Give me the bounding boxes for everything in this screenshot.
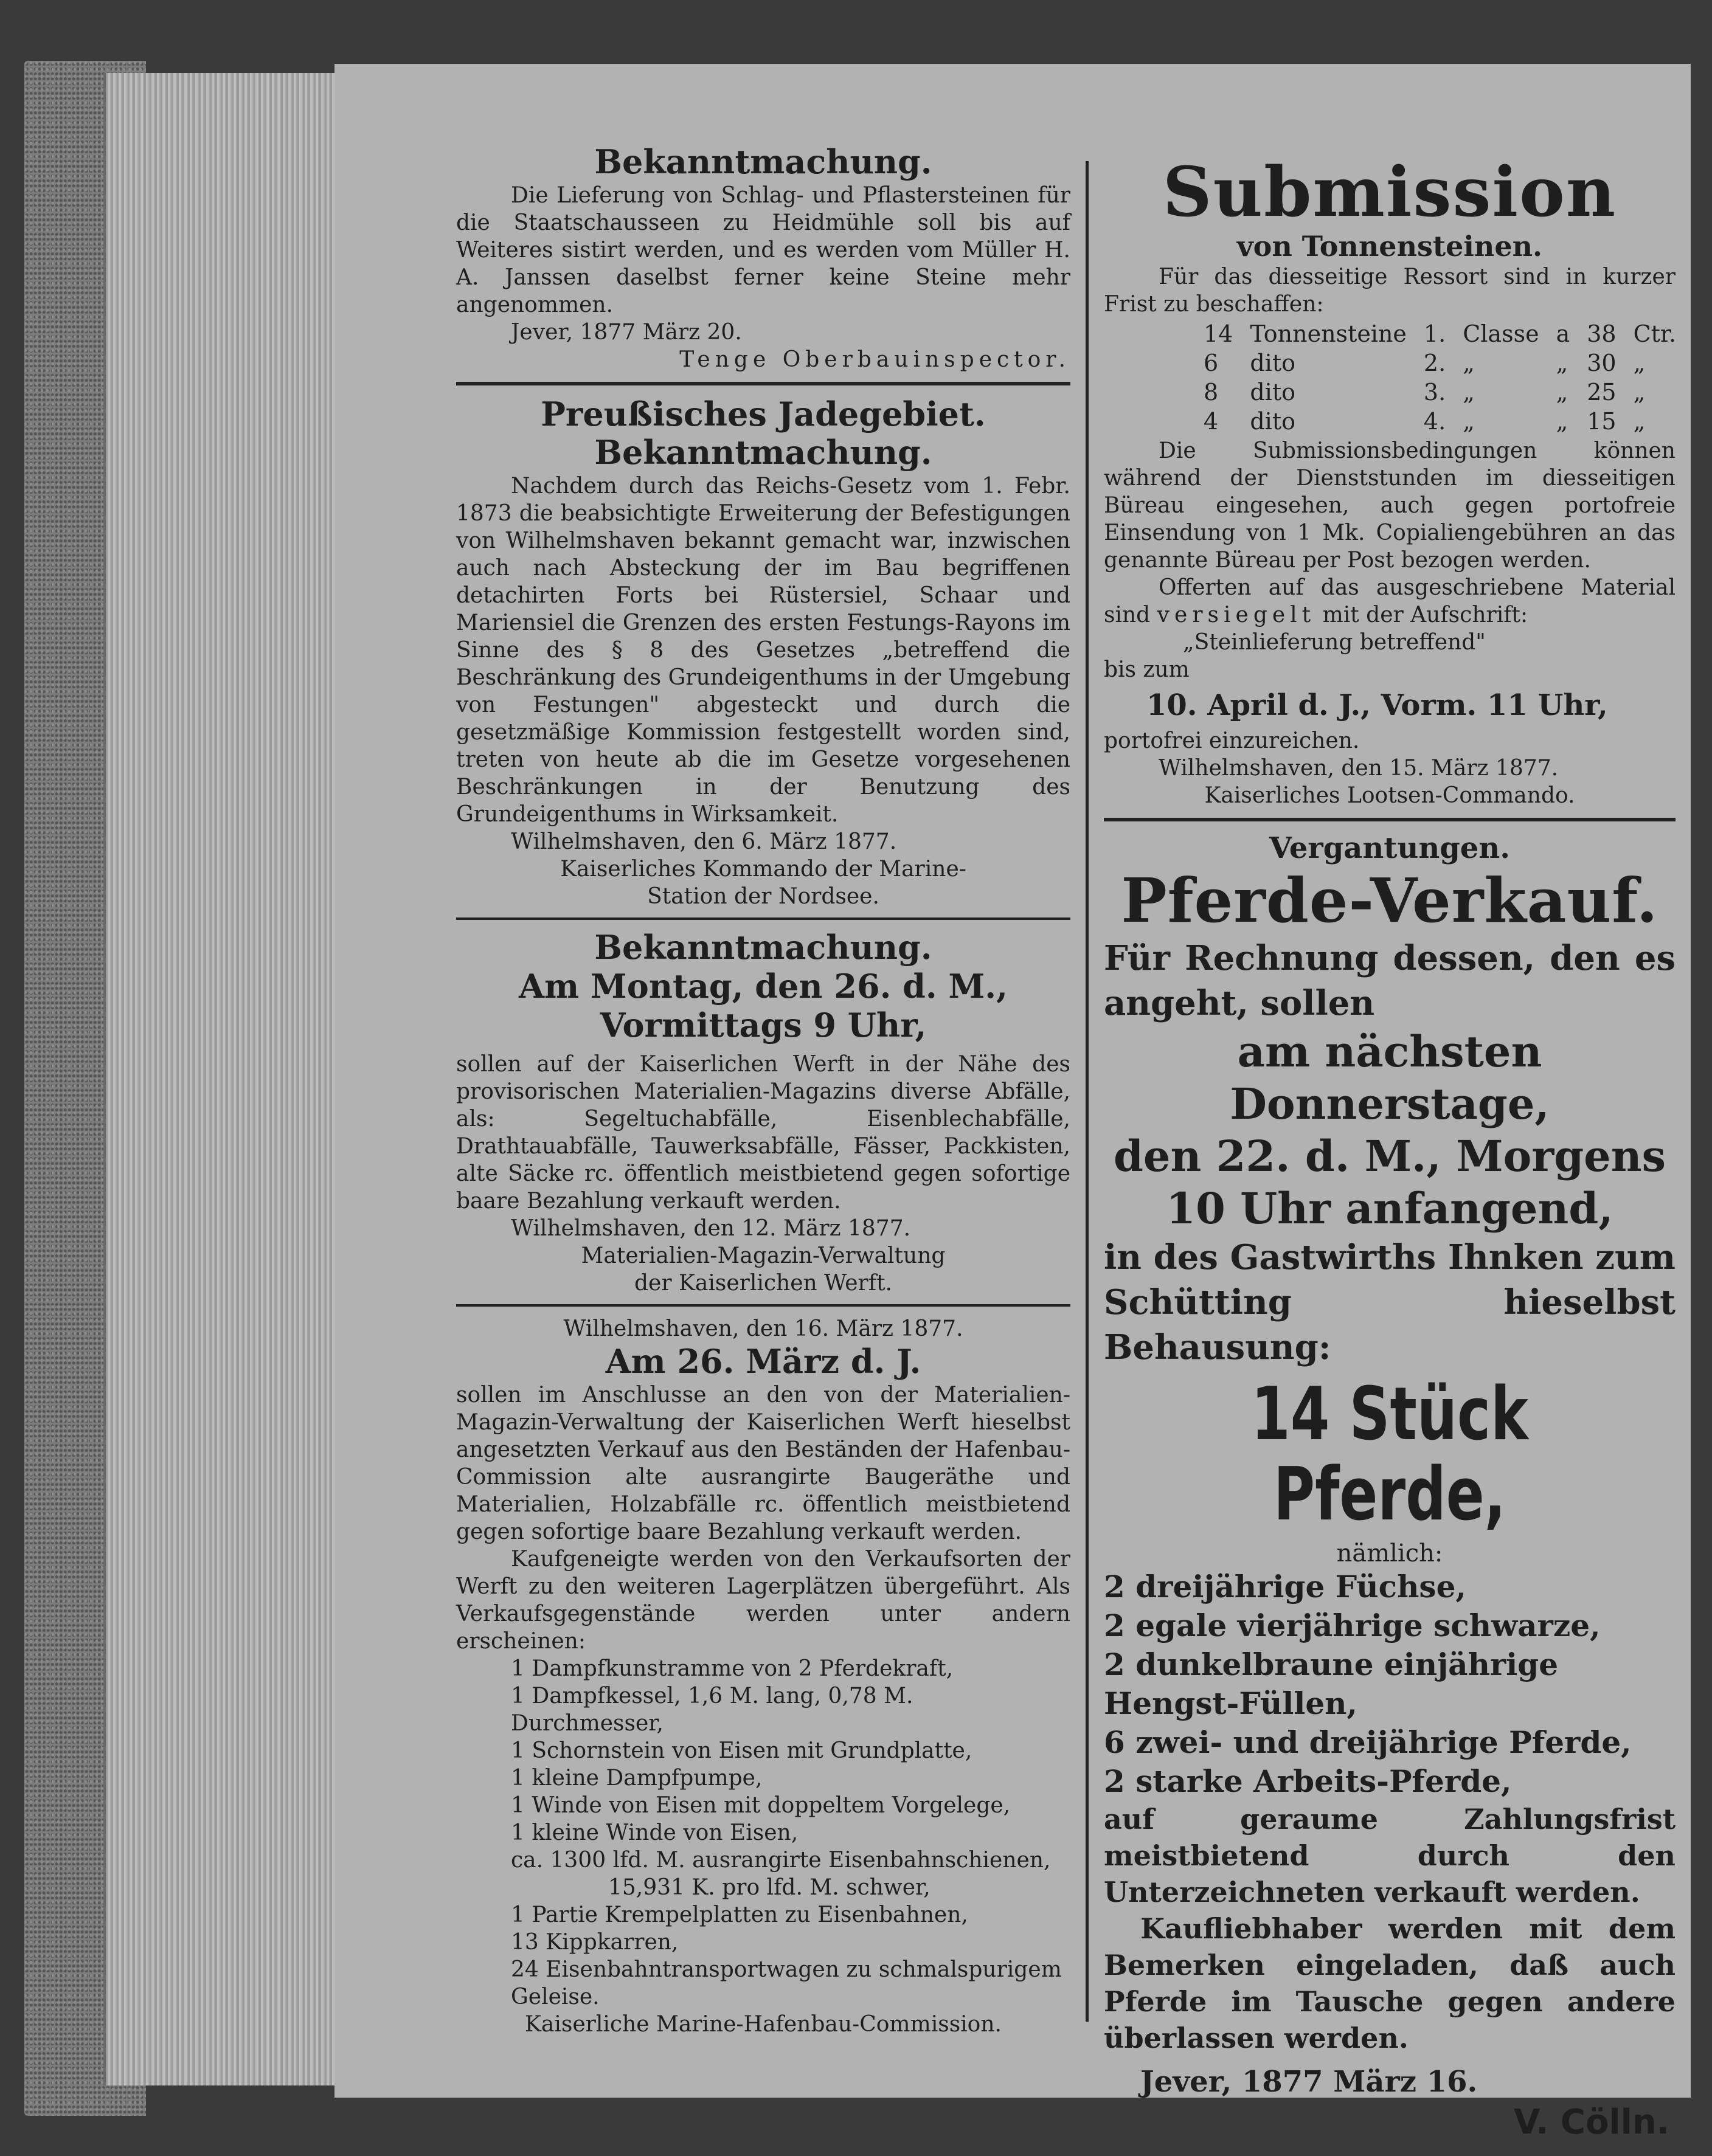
notice-namely: nämlich: bbox=[1336, 1539, 1443, 1567]
horse-item: 2 dreijährige Füchse, bbox=[1104, 1569, 1466, 1605]
page-edges bbox=[103, 73, 337, 2085]
table-cell: „ bbox=[1463, 350, 1475, 377]
notice-body: auf geraume Zahlungsfrist meistbietend durch den Unterzeichneten verkauft werden. bbox=[1104, 1803, 1676, 1909]
table-cell: „ bbox=[1463, 408, 1475, 435]
notice-submission bbox=[1104, 155, 1676, 809]
notice-title: Submission bbox=[1162, 153, 1617, 232]
list-item: 1 Dampfkessel, 1,6 M. lang, 0,78 M. Durchmesser, bbox=[511, 1684, 913, 1736]
notice-date: Wilhelmshaven, den 15. März 1877. bbox=[1159, 756, 1559, 781]
notice-after: portofrei einzureichen. bbox=[1104, 728, 1360, 754]
list-item: 24 Eisenbahntransportwagen zu schmalspurigem Geleise. bbox=[511, 1957, 1062, 2010]
notice-signer-line1: Kaiserliches Kommando der Marine- bbox=[560, 857, 966, 882]
notice-body2-c: mit der Aufschrift: bbox=[1322, 603, 1528, 628]
notice-jadegebiet bbox=[456, 395, 1070, 910]
notice-body: sollen auf der Kaiserlichen Werft in der Nähe des provisorischen Materialien-Magazins diverse Abfälle, als: Segeltuchabfälle, Eisenblechabfälle, Drathtauabfälle, Tauwerksabfälle, Fässer, Packkisten, alte Säcke rc. öffentlich meistbietend gegen sofortige baare Bezahlung verkauft werden. bbox=[456, 1052, 1070, 1214]
column-rule bbox=[1086, 161, 1089, 2022]
table-row bbox=[1195, 319, 1685, 348]
divider bbox=[456, 382, 1070, 385]
table-cell: 30 bbox=[1587, 350, 1617, 377]
section-heading: Vergantungen. bbox=[1269, 831, 1510, 866]
notice-body: Die Submissionsbedingungen können während der Dienststunden im diesseitigen Büreau eingesehen, auch gegen portofreie Einsendung von 1 Mk. Copialiengebühren an das genannte Büreau per Post bezogen werden. bbox=[1104, 438, 1676, 573]
table-cell: 3. bbox=[1423, 379, 1446, 406]
table-cell: dito bbox=[1250, 350, 1295, 377]
notice-hafenbau-sale bbox=[456, 1315, 1070, 2038]
notice-headline2: Vormittags 9 Uhr, bbox=[600, 1005, 927, 1045]
table-cell: „ bbox=[1633, 408, 1646, 435]
list-item: 1 Schornstein von Eisen mit Grundplatte, bbox=[511, 1738, 972, 1764]
notice-subtitle: von Tonnensteinen. bbox=[1236, 230, 1543, 263]
notice-body: Nachdem durch das Reichs-Gesetz vom 1. Febr. 1873 die beabsichtigte Erweiterung der Befestigungen von Wilhelmshaven bekannt gemacht war, inzwischen auch nach Absteckung der im Bau begriffenen detachirten Forts bei Rüstersiel, Schaar und Mariensiel die Grenzen des ersten Festungs-Rayons im Sinne des § 8 des Gesetzes „betreffend die Beschränkung des Grundeigenthums in der Umgebung von Festungen" abgesteckt und durch die gesetzmäßige Kommission festgestellt worden sind, treten von heute ab die im Gesetze vorgesehenen Beschränkungen in der Benutzung des Grundeigenthums in Wirksamkeit. bbox=[456, 474, 1070, 828]
table-row bbox=[1195, 407, 1685, 436]
table-cell: 8 bbox=[1204, 379, 1219, 406]
table-cell: 1. bbox=[1423, 320, 1446, 348]
notice-signer-line2: der Kaiserlichen Werft. bbox=[634, 1271, 892, 1296]
notice-signer: V. Cölln. bbox=[1514, 2102, 1669, 2142]
notice-date: Wilhelmshaven, den 12. März 1877. bbox=[511, 1216, 911, 1242]
notice-body: Die Lieferung von Schlag- und Pflastersteinen für die Staatschausseen zu Heidmühle soll bis auf Weiteres sistirt werden, und es werden vom Müller H. A. Janssen daselbst ferner keine Steine mehr angenommen. bbox=[456, 182, 1070, 317]
notice-quote: „Steinlieferung betreffend" bbox=[1183, 630, 1486, 655]
table-cell: Ctr. bbox=[1633, 320, 1676, 348]
notice-signer-line2: Station der Nordsee. bbox=[647, 884, 879, 910]
left-column bbox=[456, 143, 1070, 2038]
notice-body: sollen im Anschlusse an den von der Materialien-Magazin-Verwaltung der Kaiserlichen Werft hieselbst angesetzten Verkauf aus den Beständen der Hafenbau-Commission alte ausrangirte Baugeräthe und Materialien, Holzabfälle rc. öffentlich meistbietend gegen sofortige baare Bezahlung verkauft werden. bbox=[456, 1383, 1070, 1545]
notice-intro: Für das diesseitige Ressort sind in kurzer Frist zu beschaffen: bbox=[1104, 264, 1676, 317]
divider bbox=[456, 917, 1070, 920]
horse-item: 6 zwei- und dreijährige Pferde, bbox=[1104, 1724, 1632, 1760]
notice-title: Bekanntmachung. bbox=[594, 928, 932, 967]
tonnenstein-table bbox=[1195, 319, 1685, 436]
notice-subtitle: Bekanntmachung. bbox=[594, 433, 932, 472]
table-row bbox=[1195, 348, 1685, 378]
table-cell: 6 bbox=[1204, 350, 1219, 377]
table-cell: 38 bbox=[1587, 320, 1617, 348]
notice-until: bis zum bbox=[1104, 657, 1190, 683]
notice-signer-line1: Materialien-Magazin-Verwaltung bbox=[581, 1243, 946, 1269]
notice-body2-a: Offerten auf das ausgeschriebene Material sind bbox=[1104, 575, 1676, 628]
table-cell: „ bbox=[1463, 379, 1475, 406]
item-list bbox=[456, 1655, 1070, 2011]
table-cell: 4. bbox=[1423, 408, 1446, 435]
horse-item: 2 egale vierjährige schwarze, bbox=[1104, 1608, 1601, 1643]
table-cell: a bbox=[1556, 320, 1570, 348]
table-cell: Classe bbox=[1463, 320, 1539, 348]
notice-werft-sale bbox=[456, 928, 1070, 1297]
notice-body2 bbox=[1104, 574, 1676, 629]
notice-signer: Kaiserliche Marine-Hafenbau-Commission. bbox=[525, 2012, 1002, 2037]
table-cell: Tonnensteine bbox=[1250, 320, 1407, 348]
right-column bbox=[1104, 155, 1676, 2142]
table-cell: „ bbox=[1633, 379, 1646, 406]
table-cell: „ bbox=[1633, 350, 1646, 377]
notice-body2-spaced: versiegelt bbox=[1157, 603, 1316, 628]
notice-line5: in des Gastwirths Ihnken zum Schütting hieselbst Behausung: bbox=[1104, 1237, 1676, 1367]
list-item: 1 Winde von Eisen mit doppeltem Vorgelege, bbox=[511, 1793, 1011, 1819]
notice-headline: 14 Stück Pferde, bbox=[1251, 1372, 1528, 1537]
notice-date: Wilhelmshaven, den 6. März 1877. bbox=[511, 829, 897, 855]
notice-body2: Kaufliebhaber werden mit dem Bemerken eingeladen, daß auch Pferde im Tausche gegen andere überlassen werden. bbox=[1104, 1912, 1676, 2054]
notice-title: Bekanntmachung. bbox=[594, 142, 932, 181]
list-item: 1 Partie Krempelplatten zu Eisenbahnen, bbox=[511, 1902, 968, 1928]
table-cell: 2. bbox=[1423, 350, 1446, 377]
notice-headline: Am 26. März d. J. bbox=[605, 1342, 921, 1381]
notice-horse-sale bbox=[1104, 831, 1676, 2142]
notice-line1: Für Rechnung dessen, den es angeht, sollen bbox=[1104, 938, 1676, 1023]
table-cell: 25 bbox=[1587, 379, 1617, 406]
table-cell: 4 bbox=[1204, 408, 1219, 435]
notice-date: Wilhelmshaven, den 16. März 1877. bbox=[563, 1316, 963, 1342]
horse-item: 2 starke Arbeits-Pferde, bbox=[1104, 1763, 1512, 1799]
notice-headline1: Am Montag, den 26. d. M., bbox=[519, 966, 1008, 1006]
list-item: ca. 1300 lfd. M. ausrangirte Eisenbahnschienen, bbox=[511, 1848, 1051, 1873]
list-item: 1 kleine Dampfpumpe, bbox=[511, 1766, 763, 1791]
table-row bbox=[1195, 378, 1685, 407]
notice-date: Jever, 1877 März 20. bbox=[511, 319, 742, 345]
notice-signer: Tenge Oberbauinspector. bbox=[679, 347, 1070, 372]
table-cell: dito bbox=[1250, 379, 1295, 406]
horse-item: 2 dunkelbraune einjährige Hengst-Füllen, bbox=[1104, 1646, 1559, 1721]
table-cell: 15 bbox=[1587, 408, 1617, 435]
notice-signer: Kaiserliches Lootsen-Commando. bbox=[1204, 783, 1575, 809]
divider bbox=[1104, 818, 1676, 821]
table-cell: „ bbox=[1556, 379, 1568, 406]
notice-deadline: 10. April d. J., Vorm. 11 Uhr, bbox=[1146, 688, 1608, 723]
notice-line2: am nächsten Donnerstage, bbox=[1230, 1026, 1550, 1129]
notice-line4: 10 Uhr anfangend, bbox=[1166, 1183, 1613, 1234]
list-item: 15,931 K. pro lfd. M. schwer, bbox=[608, 1875, 931, 1901]
notice-title: Preußisches Jadegebiet. bbox=[541, 394, 986, 434]
list-item: 1 kleine Winde von Eisen, bbox=[511, 1820, 799, 1846]
table-cell: dito bbox=[1250, 408, 1295, 435]
notice-title: Pferde-Verkauf. bbox=[1121, 865, 1658, 936]
notice-stone-delivery bbox=[456, 143, 1070, 373]
notice-line3: den 22. d. M., Morgens bbox=[1113, 1131, 1666, 1181]
notice-body2: Kaufgeneigte werden von den Verkaufsorten der Werft zu den weiteren Lagerplätzen übergeführt. Als Verkaufsgegenstände werden unter andern erscheinen: bbox=[456, 1547, 1070, 1654]
list-item: 13 Kippkarren, bbox=[511, 1930, 679, 1955]
notice-date: Jever, 1877 März 16. bbox=[1140, 2065, 1478, 2099]
table-cell: 14 bbox=[1204, 320, 1233, 348]
list-item: 1 Dampfkunstramme von 2 Pferdekraft, bbox=[511, 1656, 954, 1682]
table-cell: „ bbox=[1556, 408, 1568, 435]
table-cell: „ bbox=[1556, 350, 1568, 377]
divider bbox=[456, 1304, 1070, 1307]
newspaper-page bbox=[334, 64, 1691, 2142]
